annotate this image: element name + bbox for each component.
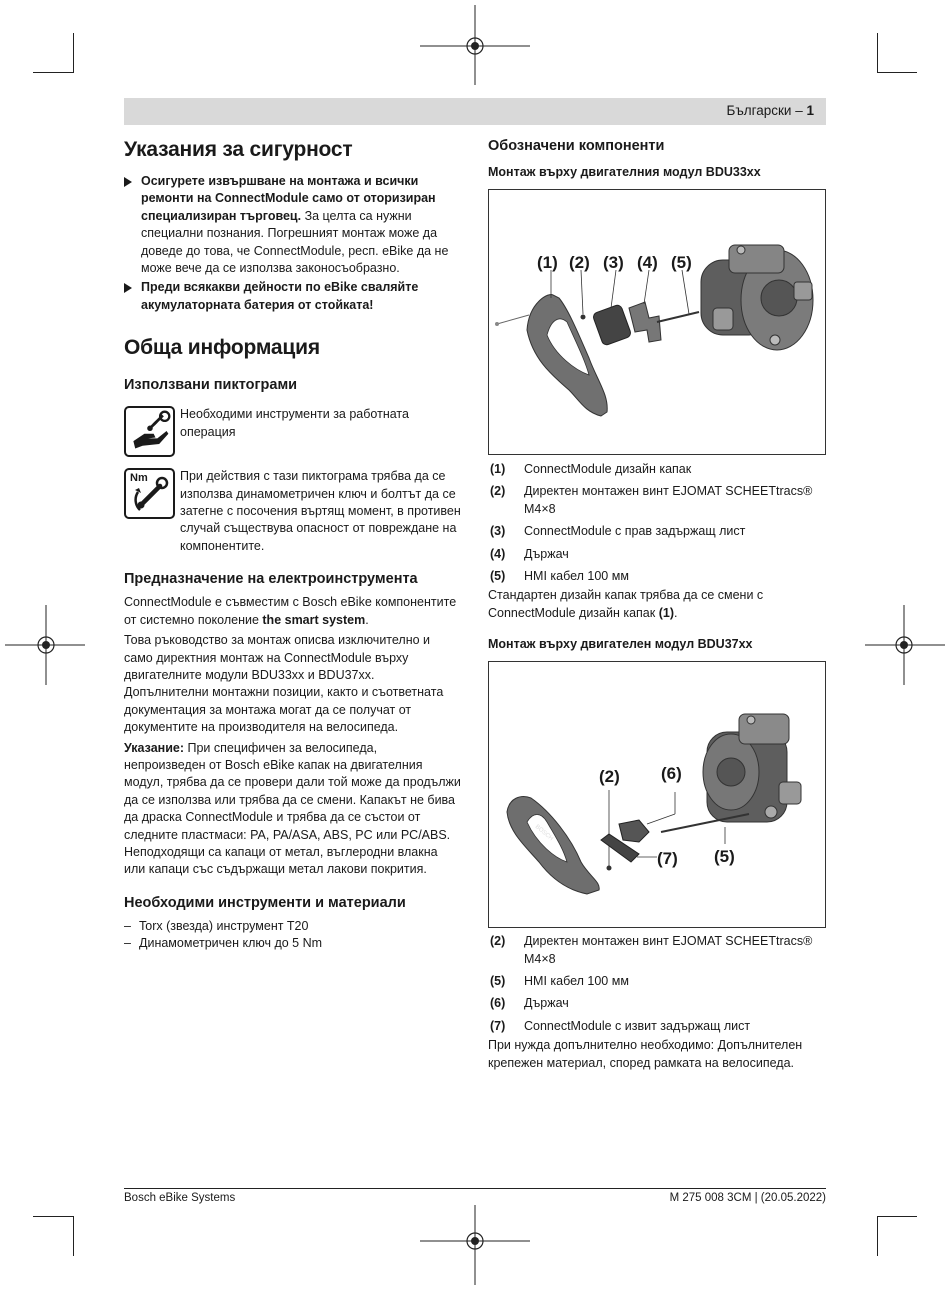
components-title: Обозначени компоненти (488, 138, 665, 154)
registration-mark-icon (865, 605, 945, 685)
footer-rule (124, 1188, 826, 1189)
picto2-text: При действия с тази пиктограма трябва да се използва динамометричен ключ и болтът да се затегне с посочения въртящ момент, в противен случай съществува опасност от повреждане на компонентите. (180, 469, 461, 553)
page-header (124, 98, 826, 125)
picto-row-tools (124, 406, 462, 457)
callout-5: (5) (714, 847, 735, 867)
tools-list (124, 918, 462, 953)
crop-mark (33, 1216, 73, 1217)
callout-4: (4) (637, 253, 658, 272)
crop-mark (877, 33, 878, 73)
holder-part (629, 302, 661, 342)
legend-item: (2) Директен монтажен винт EJOMAT SCHEETtracs® M4×8 (490, 934, 813, 966)
fig1-title: Монтаж върху двигателния модул BDU33xx (488, 165, 761, 179)
header-language: Български – 1 (726, 103, 814, 118)
purpose-paragraph-2: Това ръководство за монтаж описва изключително и само директния монтаж на ConnectModule върху двигателните модули BDU33xx и BDU37xx. Допълнителни монтажни позиции, както и съответната документация за монтажа могат да се получат от документите на производителя на велосипеда. (124, 633, 444, 735)
nm-label: Nm (130, 472, 148, 485)
fig2-note: При нужда допълнително необходимо: Допълнителен крепежен материал, според рамката на велосипеда. (488, 1038, 803, 1070)
callout-2: (2) (569, 253, 590, 272)
callout-3: (3) (603, 253, 624, 272)
motor-unit (701, 245, 813, 350)
crop-mark (877, 1216, 917, 1217)
torque-wrench-icon (124, 468, 175, 519)
registration-mark-icon (5, 605, 85, 685)
legend-item: (3) ConnectModule с прав задържащ лист (490, 524, 746, 539)
bosch-logo-icon: BOSCH (533, 824, 554, 843)
list-item: – Динамометричен ключ до 5 Nm (124, 936, 323, 951)
safety-bullet-2: Преди всякакви дейности по eBike сваляйте акумулаторната батерия от стойката! (124, 279, 462, 314)
picto-row-torque (124, 468, 462, 555)
bdu37-assembly-drawing (489, 662, 825, 927)
crop-mark (33, 72, 73, 73)
fig1-note: Стандартен дизайн капак трябва да се смени с ConnectModule дизайн капак (1). (488, 588, 764, 620)
general-title: Обща информация (124, 336, 320, 360)
callout-6: (6) (661, 764, 682, 784)
legend-item: (7) ConnectModule с извит задържащ лист (490, 1018, 751, 1033)
bullet-triangle-icon (124, 283, 132, 293)
safety-title: Указания за сигурност (124, 138, 353, 161)
figure-bdu33 (488, 189, 826, 455)
legend-item: (2) Директен монтажен винт EJOMAT SCHEETtracs® M4×8 (490, 484, 813, 516)
crop-mark (877, 1216, 878, 1256)
tools-title: Необходими инструменти и материали (124, 894, 406, 911)
legend-item: (5) HMI кабел 100 мм (490, 974, 629, 989)
figure-bdu37 (488, 661, 826, 928)
safety-bullet-1: Осигурете извършване на монтажа и всички ремонти на ConnectModule само от оторизиран специализиран търговец. За целта са нужни специални познания. Погрешният монтаж може да доведе до това, че ConnectModule, респ. eBike да не може вече да се използва законосъобразно. (124, 173, 462, 277)
right-column (488, 137, 826, 1072)
fig1-legend (488, 461, 826, 585)
footer-company: Bosch eBike Systems (124, 1192, 236, 1204)
design-cover-part (507, 797, 599, 894)
callout-5: (5) (671, 253, 692, 272)
registration-mark-icon (420, 5, 530, 85)
holder-part (619, 820, 649, 842)
pictograms-title: Използвани пиктограми (124, 377, 298, 394)
screw-part (581, 315, 586, 320)
hmi-cable-part (661, 814, 749, 832)
footer-doc-number: M 275 008 3CM | (20.05.2022) (669, 1192, 826, 1204)
crop-mark (877, 72, 917, 73)
bullet-triangle-icon (124, 177, 132, 187)
legend-item: (4) Държач (490, 546, 569, 561)
tools-hand-icon (124, 406, 175, 457)
note-paragraph: Указание: При специфичен за велосипеда, непроизведен от Bosch eBike капак на двигателния модул, трябва да се провери дали той може да продължи да се използва или трябва да се смени. Капакът не бива да драска ConnectModule и трябва да се състои от следните пластмаси: PA, PA/ASA, ABS, PC или PC/ABS. Неподходящи са капаци от метал, въглеродни влакна или капаци със съдържащи метал лакови покрития. (124, 740, 461, 877)
design-cover-part (495, 294, 607, 416)
purpose-title: Предназначение на електроинструмента (124, 571, 418, 588)
screw-part (607, 866, 612, 871)
picto1-text: Необходими инструменти за работната операция (180, 407, 409, 439)
bdu33-assembly-drawing (489, 190, 825, 454)
crop-mark (73, 33, 74, 73)
list-item: – Torx (звезда) инструмент T20 (124, 918, 309, 933)
hmi-cable-part (657, 312, 699, 322)
page-number: 1 (806, 103, 814, 118)
fig2-legend (488, 933, 826, 1035)
legend-item: (1) ConnectModule дизайн капак (490, 462, 692, 476)
motor-unit (703, 714, 801, 822)
callout-1: (1) (537, 253, 558, 272)
callout-2: (2) (599, 767, 620, 787)
connect-module-part (592, 304, 632, 346)
legend-item: (6) Държач (490, 996, 569, 1011)
legend-item: (5) HMI кабел 100 мм (490, 569, 629, 584)
crop-mark (73, 1216, 74, 1256)
callout-7: (7) (657, 849, 678, 869)
registration-mark-icon (420, 1205, 530, 1285)
fig2-title: Монтаж върху двигателен модул BDU37xx (488, 637, 753, 652)
purpose-paragraph-1: ConnectModule е съвместим с Bosch eBike компонентите от системно поколение the smart system. (124, 595, 457, 627)
left-column (124, 137, 462, 953)
